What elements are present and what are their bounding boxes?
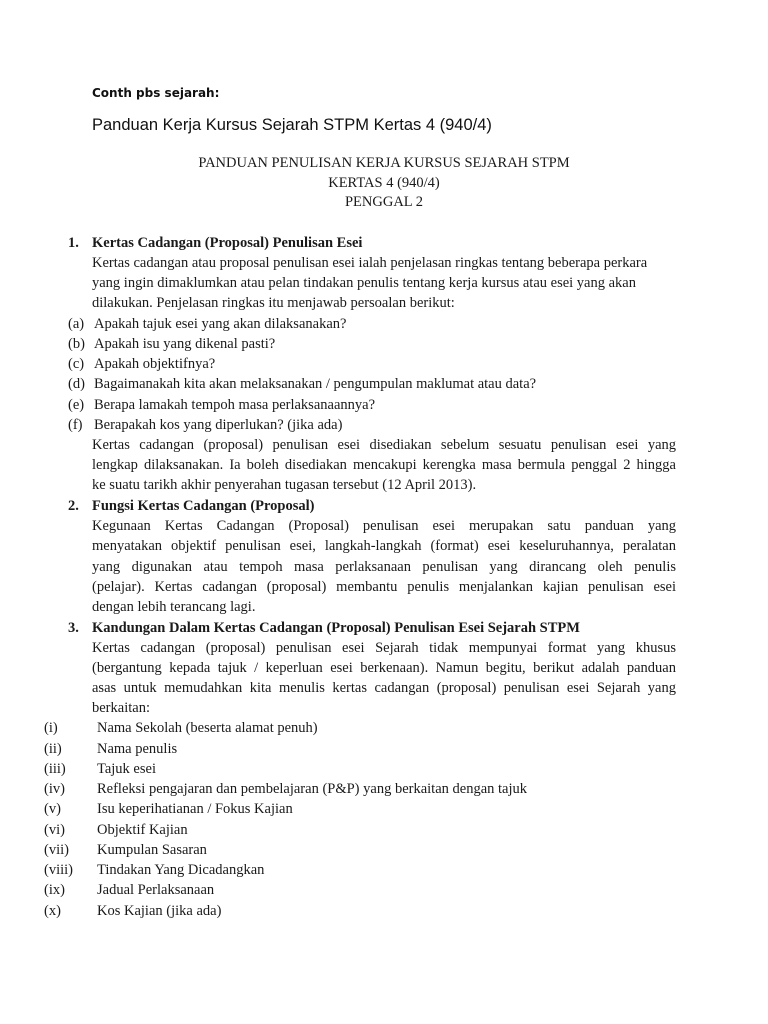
list-item: Nama Sekolah (beserta alamat penuh)	[97, 720, 318, 736]
list-item: Kos Kajian (jika ada)	[97, 903, 222, 919]
question-text: Apakah tajuk esei yang akan dilaksanakan?	[94, 316, 347, 332]
list-item-marker: (i)	[44, 720, 58, 736]
list-item: Jadual Perlaksanaan	[97, 882, 215, 898]
section-3-line: (bergantung kepada tajuk / keperluan esei berkenaan). Namun begitu, berikut adalah panduan	[92, 660, 676, 676]
section-3-number: 3.	[68, 620, 79, 636]
question-text: Bagaimanakah kita akan melaksanakan / pengumpulan maklumat atau data?	[94, 376, 537, 392]
list-item-marker: (x)	[44, 903, 61, 919]
section-2-line: (pelajar). Kertas cadangan (proposal) membantu penulis menjalankan kajian penulisan esei	[92, 579, 676, 595]
section-1-intro-line: dilakukan. Penjelasan ringkas itu menjawab persoalan berikut:	[92, 295, 455, 311]
section-2-line: Kegunaan Kertas Cadangan (Proposal) penulisan esei merupakan satu panduan yang	[92, 518, 676, 534]
section-1-intro-line: Kertas cadangan atau proposal penulisan esei ialah penjelasan ringkas tentang beberapa perkara	[92, 255, 648, 271]
list-item-marker: (v)	[44, 801, 61, 817]
header-line-2: KERTAS 4 (940/4)	[328, 175, 440, 191]
question-text: Berapa lamakah tempoh masa perlaksanaannya?	[94, 397, 376, 413]
list-item: Tindakan Yang Dicadangkan	[97, 862, 265, 878]
section-3-line: berkaitan:	[92, 700, 150, 716]
question-text: Apakah objektifnya?	[94, 356, 216, 372]
section-3-heading: Kandungan Dalam Kertas Cadangan (Proposal) Penulisan Esei Sejarah STPM	[92, 620, 580, 636]
section-2-number: 2.	[68, 498, 79, 514]
question-marker: (f)	[68, 417, 83, 433]
list-item-marker: (iv)	[44, 781, 65, 797]
section-1-intro-line: yang ingin dimaklumkan atau pelan tindakan penulis tentang kerja kursus atau esei yang akan	[92, 275, 636, 291]
list-item-marker: (vii)	[44, 842, 69, 858]
question-marker: (c)	[68, 356, 85, 372]
list-item: Kumpulan Sasaran	[97, 842, 207, 858]
section-1-closing-line: lengkap dilaksanakan. Ia boleh disediakan mencakupi kerengka masa bermula penggal 2 hingga	[92, 457, 676, 473]
list-item: Tajuk esei	[97, 761, 156, 777]
list-item: Isu keperihatianan / Fokus Kajian	[97, 801, 293, 817]
question-text: Apakah isu yang dikenal pasti?	[94, 336, 276, 352]
list-item: Objektif Kajian	[97, 822, 188, 838]
list-item-marker: (ix)	[44, 882, 65, 898]
list-item-marker: (iii)	[44, 761, 66, 777]
section-2-line: yang digunakan atau tempoh masa perlaksanaan penulisan yang dirancang oleh penulis	[92, 559, 676, 575]
header-line-3: PENGGAL 2	[344, 194, 423, 210]
question-marker: (b)	[68, 336, 85, 352]
list-item-marker: (vi)	[44, 822, 65, 838]
section-1-closing-line: ke suatu tarikh akhir penyerahan tugasan tersebut (12 April 2013).	[92, 477, 477, 493]
note-label: Conth pbs sejarah:	[92, 86, 220, 100]
section-1-closing-line: Kertas cadangan (proposal) penulisan esei disediakan sebelum sesuatu penulisan esei yang	[92, 437, 676, 453]
section-1-heading: Kertas Cadangan (Proposal) Penulisan Esei	[92, 235, 363, 251]
header-line-1: PANDUAN PENULISAN KERJA KURSUS SEJARAH STPM	[198, 155, 570, 171]
question-marker: (d)	[68, 376, 85, 392]
document-title: Panduan Kerja Kursus Sejarah STPM Kertas 4 (940/4)	[92, 116, 492, 134]
section-3-line: asas untuk memudahkan kita menulis kertas cadangan (proposal) penulisan esei Sejarah yang	[92, 680, 676, 696]
section-2-heading: Fungsi Kertas Cadangan (Proposal)	[92, 498, 315, 514]
list-item: Nama penulis	[97, 741, 178, 757]
section-1-number: 1.	[68, 235, 79, 251]
list-item-marker: (ii)	[44, 741, 62, 757]
section-2-line: dengan lebih terancang lagi.	[92, 599, 256, 615]
question-marker: (a)	[68, 316, 85, 332]
list-item: Refleksi pengajaran dan pembelajaran (P&P) yang berkaitan dengan tajuk	[97, 781, 528, 797]
section-3-line: Kertas cadangan (proposal) penulisan esei Sejarah tidak mempunyai format yang khusus	[92, 640, 676, 656]
question-marker: (e)	[68, 397, 85, 413]
question-text: Berapakah kos yang diperlukan? (jika ada)	[94, 417, 343, 433]
list-item-marker: (viii)	[44, 862, 73, 878]
section-2-line: menyatakan objektif penulisan esei, langkah-langkah (format) esei keseluruhannya, peralatan	[92, 538, 676, 554]
